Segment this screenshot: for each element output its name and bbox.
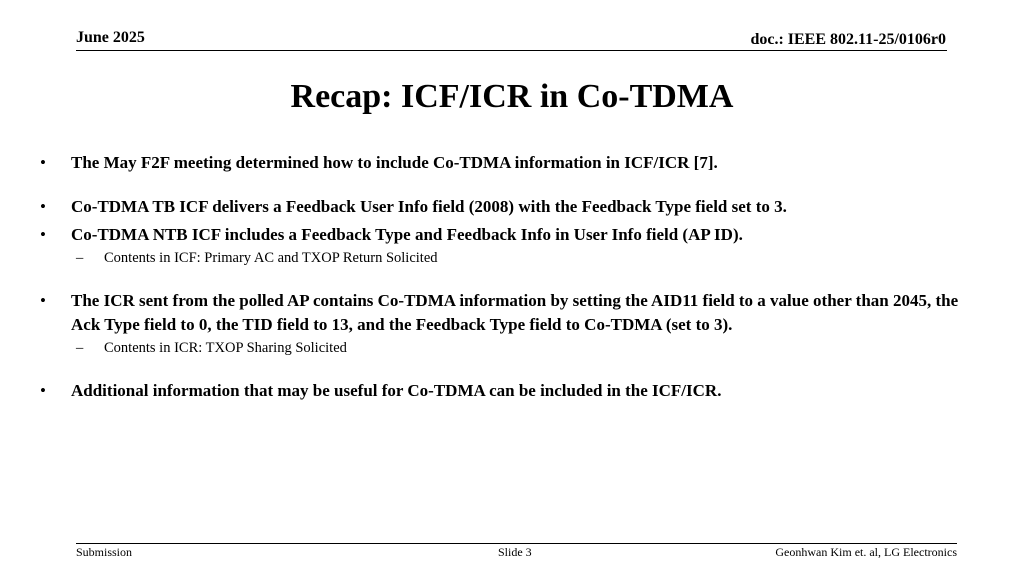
bullet-item <box>40 195 975 219</box>
sub-bullet-text: Contents in ICF: Primary AC and TXOP Return Solicited <box>104 250 438 266</box>
footer-author: Geonhwan Kim et. al, LG Electronics <box>775 545 957 559</box>
bullet-item <box>40 379 975 403</box>
header-date: June 2025 <box>76 29 145 46</box>
bullet-marker: • <box>40 381 46 400</box>
bullet-marker: • <box>40 291 46 310</box>
bullet-item <box>40 289 975 337</box>
footer-submission: Submission <box>76 545 133 559</box>
bullet-text: Co-TDMA NTB ICF includes a Feedback Type and Feedback Info in User Info field (AP ID). <box>71 225 743 244</box>
bullet-text: Co-TDMA TB ICF delivers a Feedback User Info field (2008) with the Feedback Type field set to 3. <box>71 197 787 216</box>
sub-bullet-text: Contents in ICR: TXOP Sharing Solicited <box>104 340 347 356</box>
bullet-marker: • <box>40 197 46 216</box>
bullet-item <box>40 223 975 247</box>
sub-bullet-item <box>40 247 975 269</box>
sub-bullet-marker: – <box>76 250 84 266</box>
header-divider <box>76 50 947 51</box>
footer-divider <box>76 543 957 544</box>
sub-bullet-item <box>40 337 975 359</box>
bullet-marker: • <box>40 225 46 244</box>
sub-bullet-marker: – <box>76 340 84 356</box>
header-doc-id: doc.: IEEE 802.11-25/0106r0 <box>750 31 946 48</box>
footer-slide-number: Slide 3 <box>498 545 532 559</box>
bullet-text: The May F2F meeting determined how to include Co-TDMA information in ICF/ICR [7]. <box>71 153 718 172</box>
bullet-text: Additional information that may be useful for Co-TDMA can be included in the ICF/ICR. <box>71 381 722 400</box>
slide-content <box>40 151 975 403</box>
bullet-item <box>40 151 975 175</box>
bullet-text: The ICR sent from the polled AP contains Co-TDMA information by setting the AID11 field to a value other than 2045, the Ack Type field to 0, the TID field to 13, and the Feedback Type field to Co-TDMA (set to 3). <box>71 291 959 334</box>
slide-title: Recap: ICF/ICR in Co-TDMA <box>290 78 734 115</box>
bullet-marker: • <box>40 153 46 172</box>
